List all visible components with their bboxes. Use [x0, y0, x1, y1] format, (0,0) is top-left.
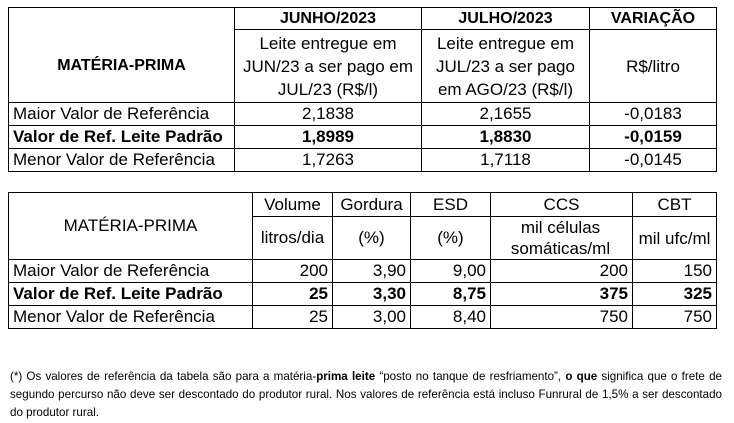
table-row: [9, 260, 717, 283]
column-title-variation: VARIAÇÃO: [590, 8, 717, 30]
value-june: 1,7263: [235, 149, 422, 172]
column-title-june: JUNHO/2023: [235, 8, 422, 30]
materia-prima-header: MATÉRIA-PRIMA: [9, 30, 235, 103]
value-gordura: 3,30: [333, 283, 411, 306]
corner-cell: [9, 8, 235, 30]
value-gordura: 3,00: [333, 306, 411, 329]
value-volume: 25: [253, 283, 333, 306]
value-esd: 8,75: [411, 283, 491, 306]
footnote-text-1: (*) Os valores de referência da tabela são para a matéria-: [10, 369, 317, 383]
row-label: Valor de Ref. Leite Padrão: [9, 126, 235, 149]
value-june: 1,8989: [235, 126, 422, 149]
value-variation: -0,0159: [590, 126, 717, 149]
column-desc-july: Leite entregue em JUL/23 a ser pago em AGO/23 (R$/l): [422, 30, 590, 103]
footnote-text-2: “posto no tanque de resfriamento”,: [375, 369, 566, 383]
value-gordura: 3,90: [333, 260, 411, 283]
table-row: [9, 126, 717, 149]
table-row: [9, 306, 717, 329]
unit-gordura: (%): [333, 217, 411, 260]
column-desc-june: Leite entregue em JUN/23 a ser pago em JUL/23 (R$/l): [235, 30, 422, 103]
row-label: Maior Valor de Referência: [9, 103, 235, 126]
value-variation: -0,0145: [590, 149, 717, 172]
value-esd: 8,40: [411, 306, 491, 329]
value-cbt: 750: [633, 306, 717, 329]
value-volume: 25: [253, 306, 333, 329]
value-cbt: 150: [633, 260, 717, 283]
column-desc-variation: R$/litro: [590, 30, 717, 103]
row-label: Menor Valor de Referência: [9, 306, 253, 329]
value-july: 1,7118: [422, 149, 590, 172]
value-esd: 9,00: [411, 260, 491, 283]
materia-prima-header: MATÉRIA-PRIMA: [9, 193, 253, 260]
column-title-gordura: Gordura: [333, 193, 411, 217]
quality-parameters-table: [8, 192, 717, 329]
unit-volume: litros/dia: [253, 217, 333, 260]
column-title-ccs: CCS: [491, 193, 633, 217]
table-row: [9, 103, 717, 126]
footnote-text-3: significa que o frete de segundo percurso não deve ser descontado do produtor rural. Nos valores de referência está incluso Funrural de 1,5% a ser descontado do produtor rural.: [10, 369, 722, 419]
row-label: Valor de Ref. Leite Padrão: [9, 283, 253, 306]
value-july: 2,1655: [422, 103, 590, 126]
column-title-july: JULHO/2023: [422, 8, 590, 30]
value-june: 2,1838: [235, 103, 422, 126]
value-cbt: 325: [633, 283, 717, 306]
column-title-volume: Volume: [253, 193, 333, 217]
column-title-esd: ESD: [411, 193, 491, 217]
unit-esd: (%): [411, 217, 491, 260]
footnote-bold-1: prima leite: [316, 369, 376, 383]
column-title-cbt: CBT: [633, 193, 717, 217]
value-volume: 200: [253, 260, 333, 283]
value-ccs: 750: [491, 306, 633, 329]
row-label: Maior Valor de Referência: [9, 260, 253, 283]
footnote-bold-2: o que: [565, 369, 598, 383]
value-ccs: 375: [491, 283, 633, 306]
unit-cbt: mil ufc/ml: [633, 217, 717, 260]
row-label: Menor Valor de Referência: [9, 149, 235, 172]
unit-ccs: mil células somáticas/ml: [491, 217, 633, 260]
table-row: [9, 283, 717, 306]
table-row: [9, 149, 717, 172]
footnote: [10, 368, 722, 422]
value-july: 1,8830: [422, 126, 590, 149]
value-ccs: 200: [491, 260, 633, 283]
reference-values-table: [8, 7, 717, 172]
value-variation: -0,0183: [590, 103, 717, 126]
